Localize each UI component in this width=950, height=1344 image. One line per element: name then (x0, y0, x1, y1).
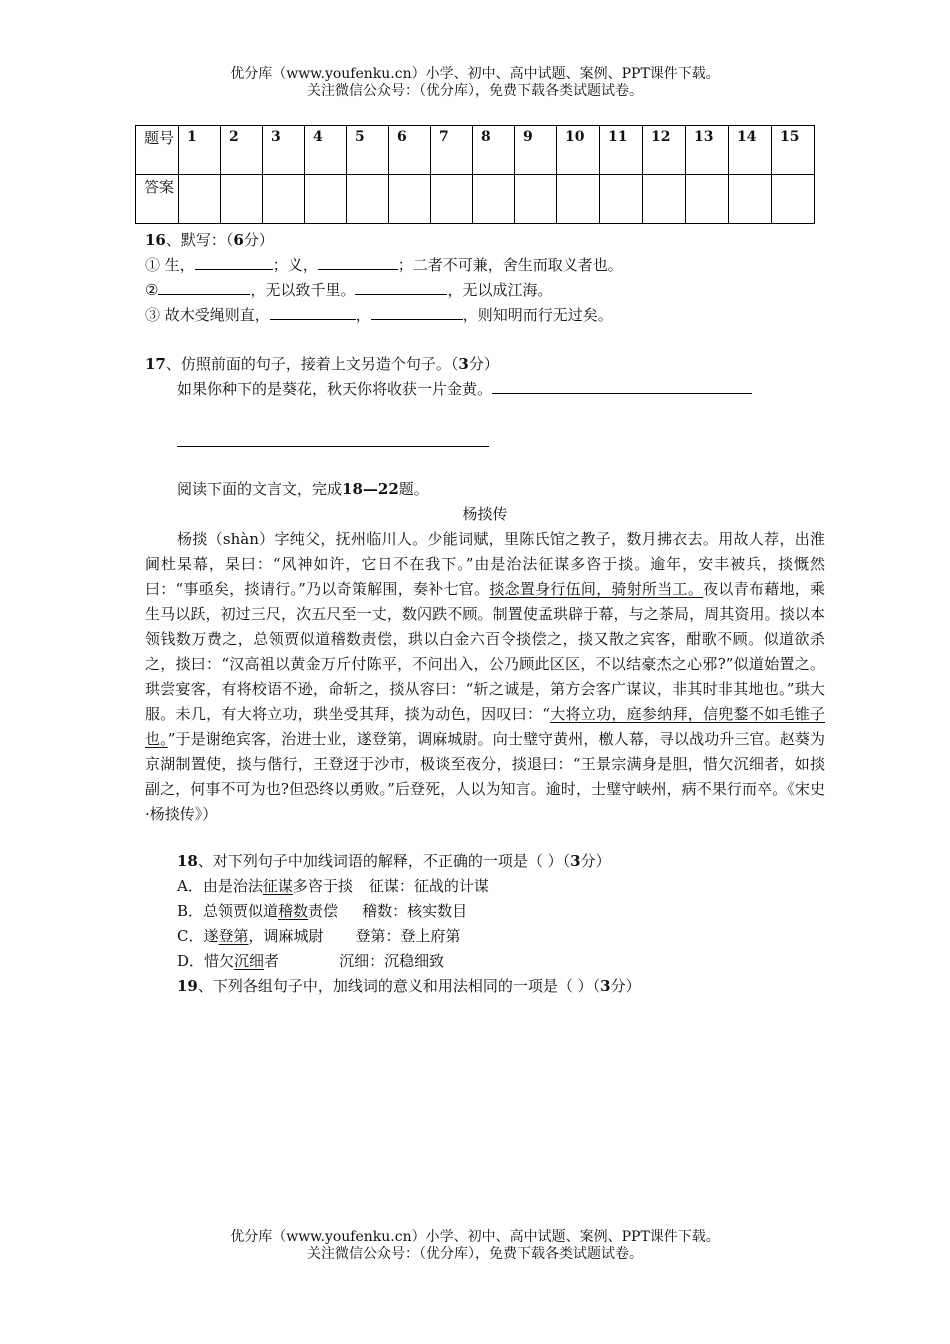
q18-title-end: 分） (580, 852, 611, 870)
q16-score: 6 (233, 231, 244, 249)
fill-blank[interactable] (371, 305, 463, 320)
number-cell: 8 (473, 126, 515, 175)
reading-intro-range: 18—22 (342, 480, 399, 498)
passage-text-3: ”于是谢绝宾客，治进士业，遂登第，调麻城尉。向士璧守黄州，檄人幕，寻以战功升三官。赵葵为京湖制置使，掞与偕行，王登迓于沙市，极谈至夜分，掞退曰：“王景宗满身是胆，惜欠沉细者，如掞副之，何事不可为也?但恐终以勇败。”后登死，人以为知言。逾时，士璧守峡州，病不果行而卒。《宋史·杨掞传》） (145, 730, 825, 823)
number-cell: 15 (772, 126, 815, 175)
number-cell: 7 (431, 126, 473, 175)
q16-l1-text-b: ；义， (272, 256, 318, 274)
q16-title-end: 分） (243, 231, 274, 249)
q16-l1-text-c: ；二者不可兼，舍生而取义者也。 (397, 256, 623, 274)
option-text: 责偿 (308, 902, 339, 920)
q16-line-3 (145, 303, 825, 328)
number-cell: 1 (179, 126, 221, 175)
answer-cell[interactable] (305, 175, 347, 224)
answer-table-number-row (136, 126, 815, 175)
option-text: 多咨于掞 (292, 877, 353, 895)
option-underlined: 稽数 (278, 902, 309, 920)
reading-intro (145, 477, 825, 502)
q18-option-a[interactable] (145, 874, 825, 899)
q19-title-end: 分） (610, 977, 641, 995)
passage-underlined-1: 掞念置身行伍间，骑射所当工。 (489, 580, 704, 598)
answer-cell[interactable] (729, 175, 772, 224)
reading-section (145, 477, 825, 827)
fill-blank[interactable] (318, 255, 398, 270)
q16-line-2 (145, 278, 825, 303)
option-explanation: 登第：登上府第 (355, 927, 461, 945)
footer-line-1: 优分库（www.youfenku.cn）小学、初中、高中试题、案例、PPT课件下载。 (230, 1229, 720, 1245)
q19-title-text: 、下列各组句子中，加线词的意义和用法相同的一项是（ ）（ (197, 977, 601, 995)
number-cell: 2 (221, 126, 263, 175)
reading-intro-c: 题。 (398, 480, 429, 498)
answer-cell[interactable] (643, 175, 686, 224)
answer-table (135, 125, 815, 224)
q18-title (145, 849, 825, 874)
number-cell: 9 (515, 126, 557, 175)
number-cell: 10 (557, 126, 600, 175)
q17-title-text: 、仿照前面的句子，接着上文另造个句子。（ (165, 355, 459, 373)
fill-blank[interactable] (270, 305, 356, 320)
answer-line[interactable] (177, 432, 489, 447)
page-header (0, 66, 950, 100)
answer-cell[interactable] (347, 175, 389, 224)
q17-number: 17 (145, 355, 166, 373)
q17-answer-line-2 (145, 430, 825, 455)
option-underlined: 登第 (218, 927, 249, 945)
option-text: A．由是治法 (177, 877, 263, 895)
passage-text-2: 夜以青布藉地，乘生马以跃，初过三尺，次五尺至一丈，数闪跌不顾。制置使孟珙辟于幕，与之茶局，周其资用。掞以本领钱数万费之，总领贾似道稽数责偿，珙以白金六百令掞偿之，掞又散之宾客，酣歌不顾。似道欲杀之，掞曰：“汉高祖以黄金万斤付陈平，不问出入，公乃顾此区区，不以结豪杰之心邪?”似道始置之。珙尝宴客，有将校语不逊，命斩之，掞从容曰：“斩之诚是，第方会客广谋议，非其时非其地也。”珙大服。未几，有大将立功，珙坐受其拜，掞为动色，因叹曰：“ (145, 580, 825, 723)
answer-cell[interactable] (263, 175, 305, 224)
q16-l2-text-b: ，无以致千里。 (250, 281, 356, 299)
fill-blank[interactable] (355, 280, 447, 295)
answer-cell[interactable] (557, 175, 600, 224)
passage-body (145, 527, 825, 827)
q16-l3-text-b: ， (355, 306, 371, 324)
q16-l2-text-c: ，无以成江海。 (447, 281, 553, 299)
q16-l3-text-c: ，则知明而行无过矣。 (462, 306, 613, 324)
answer-cell[interactable] (686, 175, 729, 224)
passage-underlined-2: 大将立功，庭参纳拜，信兜鍪不如毛锥子也。 (145, 705, 825, 748)
number-cell: 6 (389, 126, 431, 175)
q19-score: 3 (600, 977, 611, 995)
option-explanation: 征谋：征战的计谋 (368, 877, 489, 895)
q16-l3-text-a: ③ 故木受绳则直， (145, 306, 270, 324)
q18-score: 3 (570, 852, 581, 870)
number-cell: 14 (729, 126, 772, 175)
q17-score: 3 (458, 355, 469, 373)
page-footer (0, 1229, 950, 1263)
label-question-number: 题号 (136, 126, 179, 175)
option-text: ，调麻城尉 (248, 927, 324, 945)
answer-cell[interactable] (221, 175, 263, 224)
option-text: B．总领贾似道 (177, 902, 279, 920)
q16-title (145, 228, 825, 253)
number-cell: 12 (643, 126, 686, 175)
q19-number: 19 (177, 977, 198, 995)
passage-title: 杨掞传 (462, 505, 508, 523)
number-cell: 11 (600, 126, 643, 175)
label-answer: 答案 (136, 175, 179, 224)
q17-title (145, 352, 825, 377)
q16-l1-text-a: ① 生， (145, 256, 195, 274)
q16-number: 16 (145, 231, 166, 249)
fill-blank[interactable] (195, 255, 273, 270)
q17-sentence: 如果你种下的是葵花，秋天你将收获一片金黄。 (177, 380, 493, 398)
option-text: 者 (264, 952, 280, 970)
answer-line[interactable] (492, 379, 752, 394)
answer-cell[interactable] (772, 175, 815, 224)
number-cell: 4 (305, 126, 347, 175)
answer-cell[interactable] (473, 175, 515, 224)
option-explanation: 沉细：沉稳细致 (339, 952, 445, 970)
q16-l2-text-a: ② (145, 281, 159, 299)
q18-title-text: 、对下列句子中加线词语的解释，不正确的一项是（ ）（ (197, 852, 571, 870)
fill-blank[interactable] (158, 280, 250, 295)
q17-sentence-line (145, 377, 825, 402)
option-explanation: 稽数：核实数目 (362, 902, 468, 920)
q19-title (145, 974, 825, 999)
answer-cell[interactable] (431, 175, 473, 224)
header-line-1: 优分库（www.youfenku.cn）小学、初中、高中试题、案例、PPT课件下载。 (230, 66, 720, 82)
q17-title-end: 分） (468, 355, 499, 373)
header-line-2: 关注微信公众号：（优分库），免费下载各类试题试卷。 (307, 83, 643, 99)
question-16 (145, 228, 825, 328)
question-18 (145, 849, 825, 999)
q16-line-1 (145, 253, 825, 278)
answer-table-answer-row (136, 175, 815, 224)
answer-cell[interactable] (179, 175, 221, 224)
option-underlined: 沉细 (234, 952, 265, 970)
number-cell: 13 (686, 126, 729, 175)
option-text: C．遂 (177, 927, 219, 945)
q16-title-text: 、默写：（ (165, 231, 234, 249)
q18-number: 18 (177, 852, 198, 870)
question-17 (145, 352, 825, 455)
answer-cell[interactable] (515, 175, 557, 224)
passage-text-1: 杨掞（shàn）字纯父，抚州临川人。少能词赋，里陈氏馆之教子，数月拂衣去。用故人荐，出淮阃杜杲幕，杲曰：“风神如许，它日不在我下。”由是治法征谋多咨于掞。逾年，安丰被兵，掞慨然曰：“事亟矣，掞请行。”乃以奇策解围，奏补七官。 (145, 530, 825, 598)
answer-cell[interactable] (600, 175, 643, 224)
q18-option-b[interactable] (145, 899, 825, 924)
answer-cell[interactable] (389, 175, 431, 224)
number-cell: 3 (263, 126, 305, 175)
reading-intro-a: 阅读下面的文言文，完成 (177, 480, 343, 498)
option-text: D．惜欠 (177, 952, 235, 970)
q18-option-c[interactable] (145, 924, 825, 949)
option-underlined: 征谋 (262, 877, 293, 895)
number-cell: 5 (347, 126, 389, 175)
q18-option-d[interactable] (145, 949, 825, 974)
footer-line-2: 关注微信公众号：（优分库），免费下载各类试题试卷。 (307, 1246, 643, 1262)
